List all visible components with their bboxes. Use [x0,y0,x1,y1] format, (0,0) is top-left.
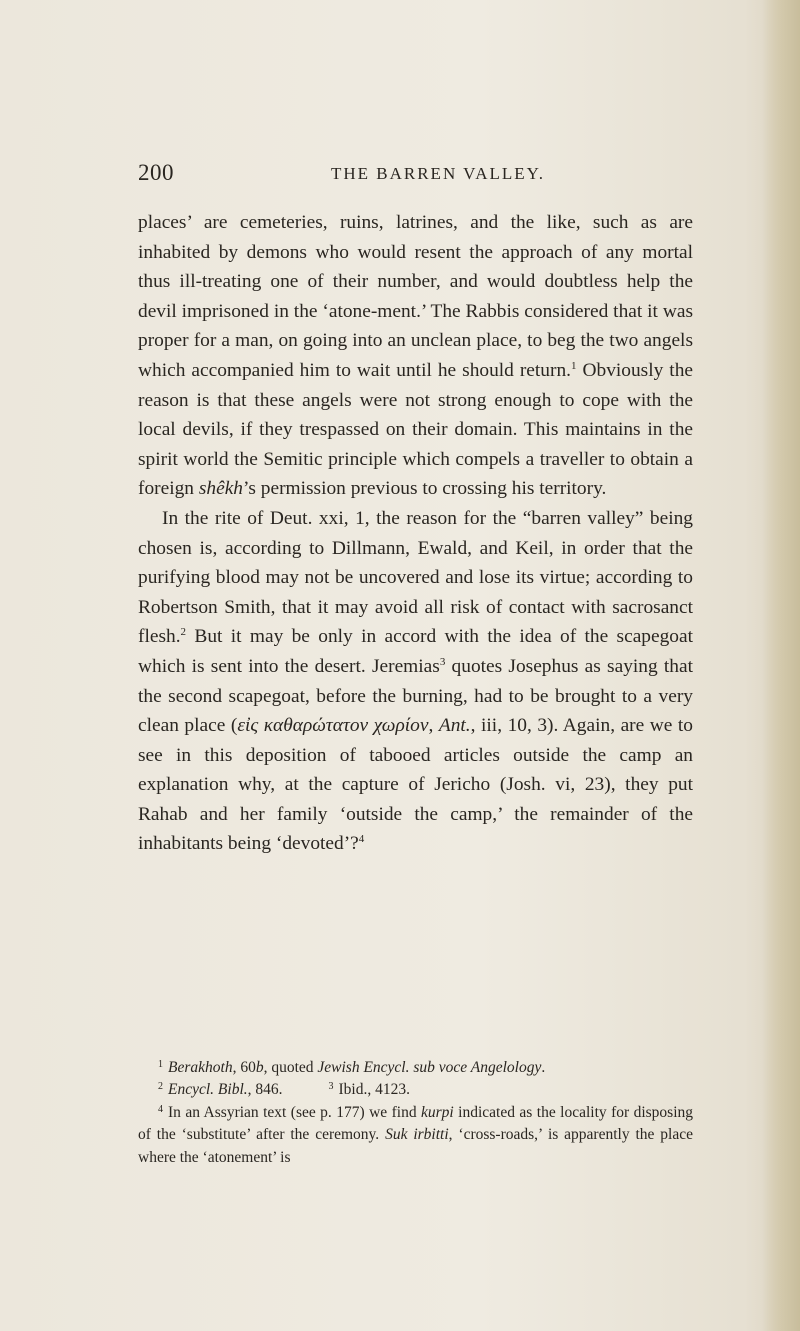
footnote-1-source: Berakhoth [168,1059,233,1076]
p1-text-3: ’s permission previous to crossing his territory. [243,478,607,500]
footnote-4-num: 4 [158,1103,163,1115]
p2-text-3: quotes Josephus as saying that the second scapegoat, before the burning, had to be brought to a very clean place ( [138,655,693,737]
footnote-1-text-1: , 60 [232,1059,256,1076]
p2-text-5: , iii, 10, 3). Again, are we to see in this deposition of tabooed articles outside the camp an explanation why, at the capture of Jericho (Josh. vi, 23), they put Rahab and her family ‘outside the camp,’ the remainder of the inhabitants being ‘devoted’? [138,715,693,855]
p1-shekh: shêkh [198,478,243,500]
footnote-1-folio: b [255,1059,264,1076]
footnote-ref-2: 2 [180,626,187,639]
footnote-1-num: 1 [158,1059,163,1070]
footnote-2-num: 2 [158,1081,163,1093]
p2-text-2: But it may be only in accord with the idea of the scapegoat which is sent into the desert. Jeremias [138,626,693,677]
footnote-ref-1: 1 [571,359,577,372]
page-number: 200 [138,160,174,185]
footnote-1 [138,1057,693,1079]
footnotes [138,1057,693,1169]
footnote-2-text: , 846. [247,1081,283,1099]
footnote-1-text-3: . [541,1059,546,1076]
p2-ant: Ant. [438,715,471,737]
page-edge-shadow [762,0,800,1331]
footnotes-2-3 [138,1079,693,1101]
footnote-ref-4: 4 [358,833,365,846]
footnote-3-num: 3 [328,1081,334,1093]
paragraph-1 [138,208,693,504]
footnote-1-text-2: , quoted [263,1059,318,1076]
footnote-4 [138,1102,693,1169]
footnote-4-text-2: indicated as the locality for disposing of the ‘substitute’ after the ceremony. [138,1103,693,1144]
p1-text-1: places’ are cemeteries, ruins, latrines, and the like, such as are inhabited by demons who would resent the approach of any mortal thus ill-treating one of their number, and would doubtless help the devil imprisoned in the ‘atone-ment.’ The Rabbis considered that it was proper for a man, on going into an unclean place, to beg the two angels which accompanied him to wait until he should return. [138,212,693,381]
footnote-4-text-1: In an Assyrian text (see p. 177) we find [168,1103,422,1121]
paragraph-2 [138,504,693,859]
footnote-3-text: Ibid., 4123. [338,1081,410,1099]
footnote-4-kurpi: kurpi [421,1103,454,1121]
main-text [138,208,693,859]
footnote-2-work: Encycl. Bibl. [168,1081,248,1099]
running-title: THE BARREN VALLEY. [330,164,546,183]
footnote-ref-3: 3 [439,655,446,668]
p2-text-1: In the rite of Deut. xxi, 1, the reason for the “barren valley” being chosen is, according to Dillmann, Ewald, and Keil, in order that the purifying blood may not be uncovered and lose its virtue; according to Robertson Smith, that it may avoid all risk of contact with sacrosanct flesh. [138,507,693,648]
p1-text-2: Obviously the reason is that these angels were not strong enough to cope with the local devils, if they trespassed on their domain. This maintains in the spirit world the Semitic principle which compels a traveller to obtain a foreign [138,359,694,500]
footnote-1-work: Jewish Encycl. sub voce Angelology [317,1059,542,1076]
p2-greek: εἰς καθαρώτατον χωρίον [237,715,429,737]
footnote-4-text-3: , ‘cross-roads,’ is apparently the place where the ‘atonement’ is [138,1126,693,1166]
running-head [138,160,698,190]
p2-text-4: , [428,715,439,737]
footnote-4-suk: Suk irbitti [385,1126,449,1144]
